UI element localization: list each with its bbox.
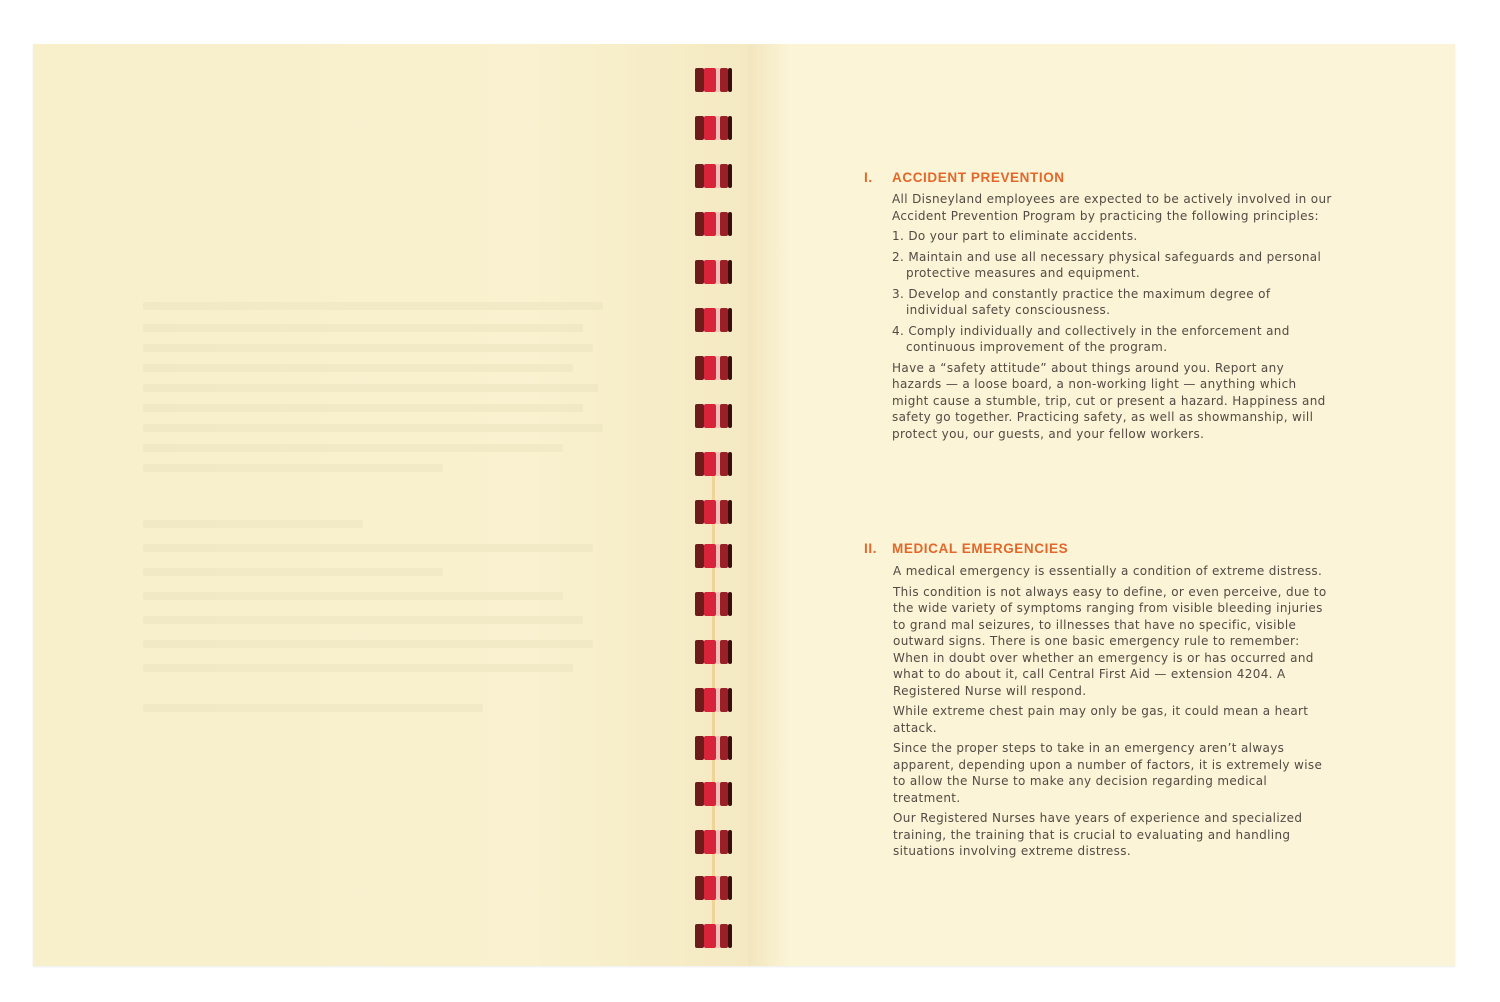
binding-coil bbox=[695, 544, 735, 568]
binding-coil bbox=[695, 924, 735, 948]
show-through-text bbox=[143, 464, 443, 472]
show-through-text bbox=[143, 544, 593, 552]
show-through-text bbox=[143, 344, 593, 352]
show-through-text bbox=[143, 384, 598, 392]
section-2-paragraph: A medical emergency is essentially a condition of extreme distress. bbox=[893, 564, 1323, 578]
binding-coil bbox=[695, 592, 735, 616]
binding-coil bbox=[695, 736, 735, 760]
binding-coil bbox=[695, 68, 735, 92]
show-through-text bbox=[143, 592, 563, 600]
binding-coil bbox=[695, 782, 735, 806]
binding-coil bbox=[695, 308, 735, 332]
show-through-text bbox=[143, 704, 483, 712]
section-2-body bbox=[893, 563, 1333, 864]
show-through-text bbox=[143, 364, 573, 372]
binding-coil bbox=[695, 830, 735, 854]
principle-item: 1. Do your part to eliminate accidents. bbox=[892, 229, 1138, 243]
section-2-number: II. bbox=[864, 541, 878, 556]
principle-item: 2. Maintain and use all necessary physical safeguards and personal protective measures and equipment. bbox=[892, 249, 1322, 280]
show-through-text bbox=[143, 640, 593, 648]
show-through-text bbox=[143, 568, 443, 576]
section-2-title: MEDICAL EMERGENCIES bbox=[892, 541, 1069, 556]
section-2-paragraph: Since the proper steps to take in an emergency aren’t always apparent, depending upon a number of factors, it is extremely wise to allow the Nurse to make any decision regarding medical treatment. bbox=[893, 741, 1323, 805]
show-through-text bbox=[143, 302, 603, 310]
section-1-title: ACCIDENT PREVENTION bbox=[892, 170, 1065, 185]
binding-coil bbox=[695, 452, 735, 476]
show-through-text bbox=[143, 424, 603, 432]
principles-list bbox=[892, 228, 1332, 356]
left-page bbox=[33, 44, 748, 966]
show-through-text bbox=[143, 664, 573, 672]
binding-coil bbox=[695, 640, 735, 664]
binding-coil bbox=[695, 260, 735, 284]
show-through-text bbox=[143, 324, 583, 332]
section-1-number: I. bbox=[864, 170, 873, 185]
section-2-paragraph: This condition is not always easy to define, or even perceive, due to the wide variety of symptoms ranging from visible bleeding injuries to grand mal seizures, to illnesses that have no specific, visible outward signs. There is one basic emergency rule to remember: When in doubt over whether an emergency is or has occurred and what to do about it, call Central First Aid — extension 4204. A Registered Nurse will respond. bbox=[893, 584, 1327, 698]
section-1-intro: All Disneyland employees are expected to be actively involved in our Accident Prevention Program by practicing the following principles: bbox=[892, 192, 1332, 223]
section-1-heading bbox=[864, 170, 1065, 185]
principle-item: 4. Comply individually and collectively in the enforcement and continuous improvement of the program. bbox=[892, 323, 1290, 354]
section-2-heading bbox=[864, 541, 1068, 556]
principle-item: 3. Develop and constantly practice the maximum degree of individual safety consciousness. bbox=[892, 286, 1271, 317]
binding-coil bbox=[695, 500, 735, 524]
section-1-body bbox=[892, 191, 1332, 446]
section-2-paragraph: Our Registered Nurses have years of experience and specialized training, the training that is crucial to evaluating and handling situations involving extreme distress. bbox=[893, 811, 1303, 858]
binding-coil bbox=[695, 404, 735, 428]
show-through-text bbox=[143, 444, 563, 452]
show-through-text bbox=[143, 520, 363, 528]
binding-coil bbox=[695, 116, 735, 140]
binding-coil bbox=[695, 164, 735, 188]
section-2-paragraph: While extreme chest pain may only be gas, it could mean a heart attack. bbox=[893, 704, 1309, 735]
binding-coil bbox=[695, 212, 735, 236]
show-through-text bbox=[143, 616, 583, 624]
binding-coil bbox=[695, 356, 735, 380]
binding-coil bbox=[695, 688, 735, 712]
binding-coil bbox=[695, 876, 735, 900]
show-through-text bbox=[143, 404, 583, 412]
section-1-closing: Have a “safety attitude” about things around you. Report any hazards — a loose board, a non-working light — anything which might cause a stumble, trip, cut or present a hazard. Happiness and safety go together. Practicing safety, as well as showmanship, will protect you, our guests, and your fellow workers. bbox=[892, 360, 1326, 441]
